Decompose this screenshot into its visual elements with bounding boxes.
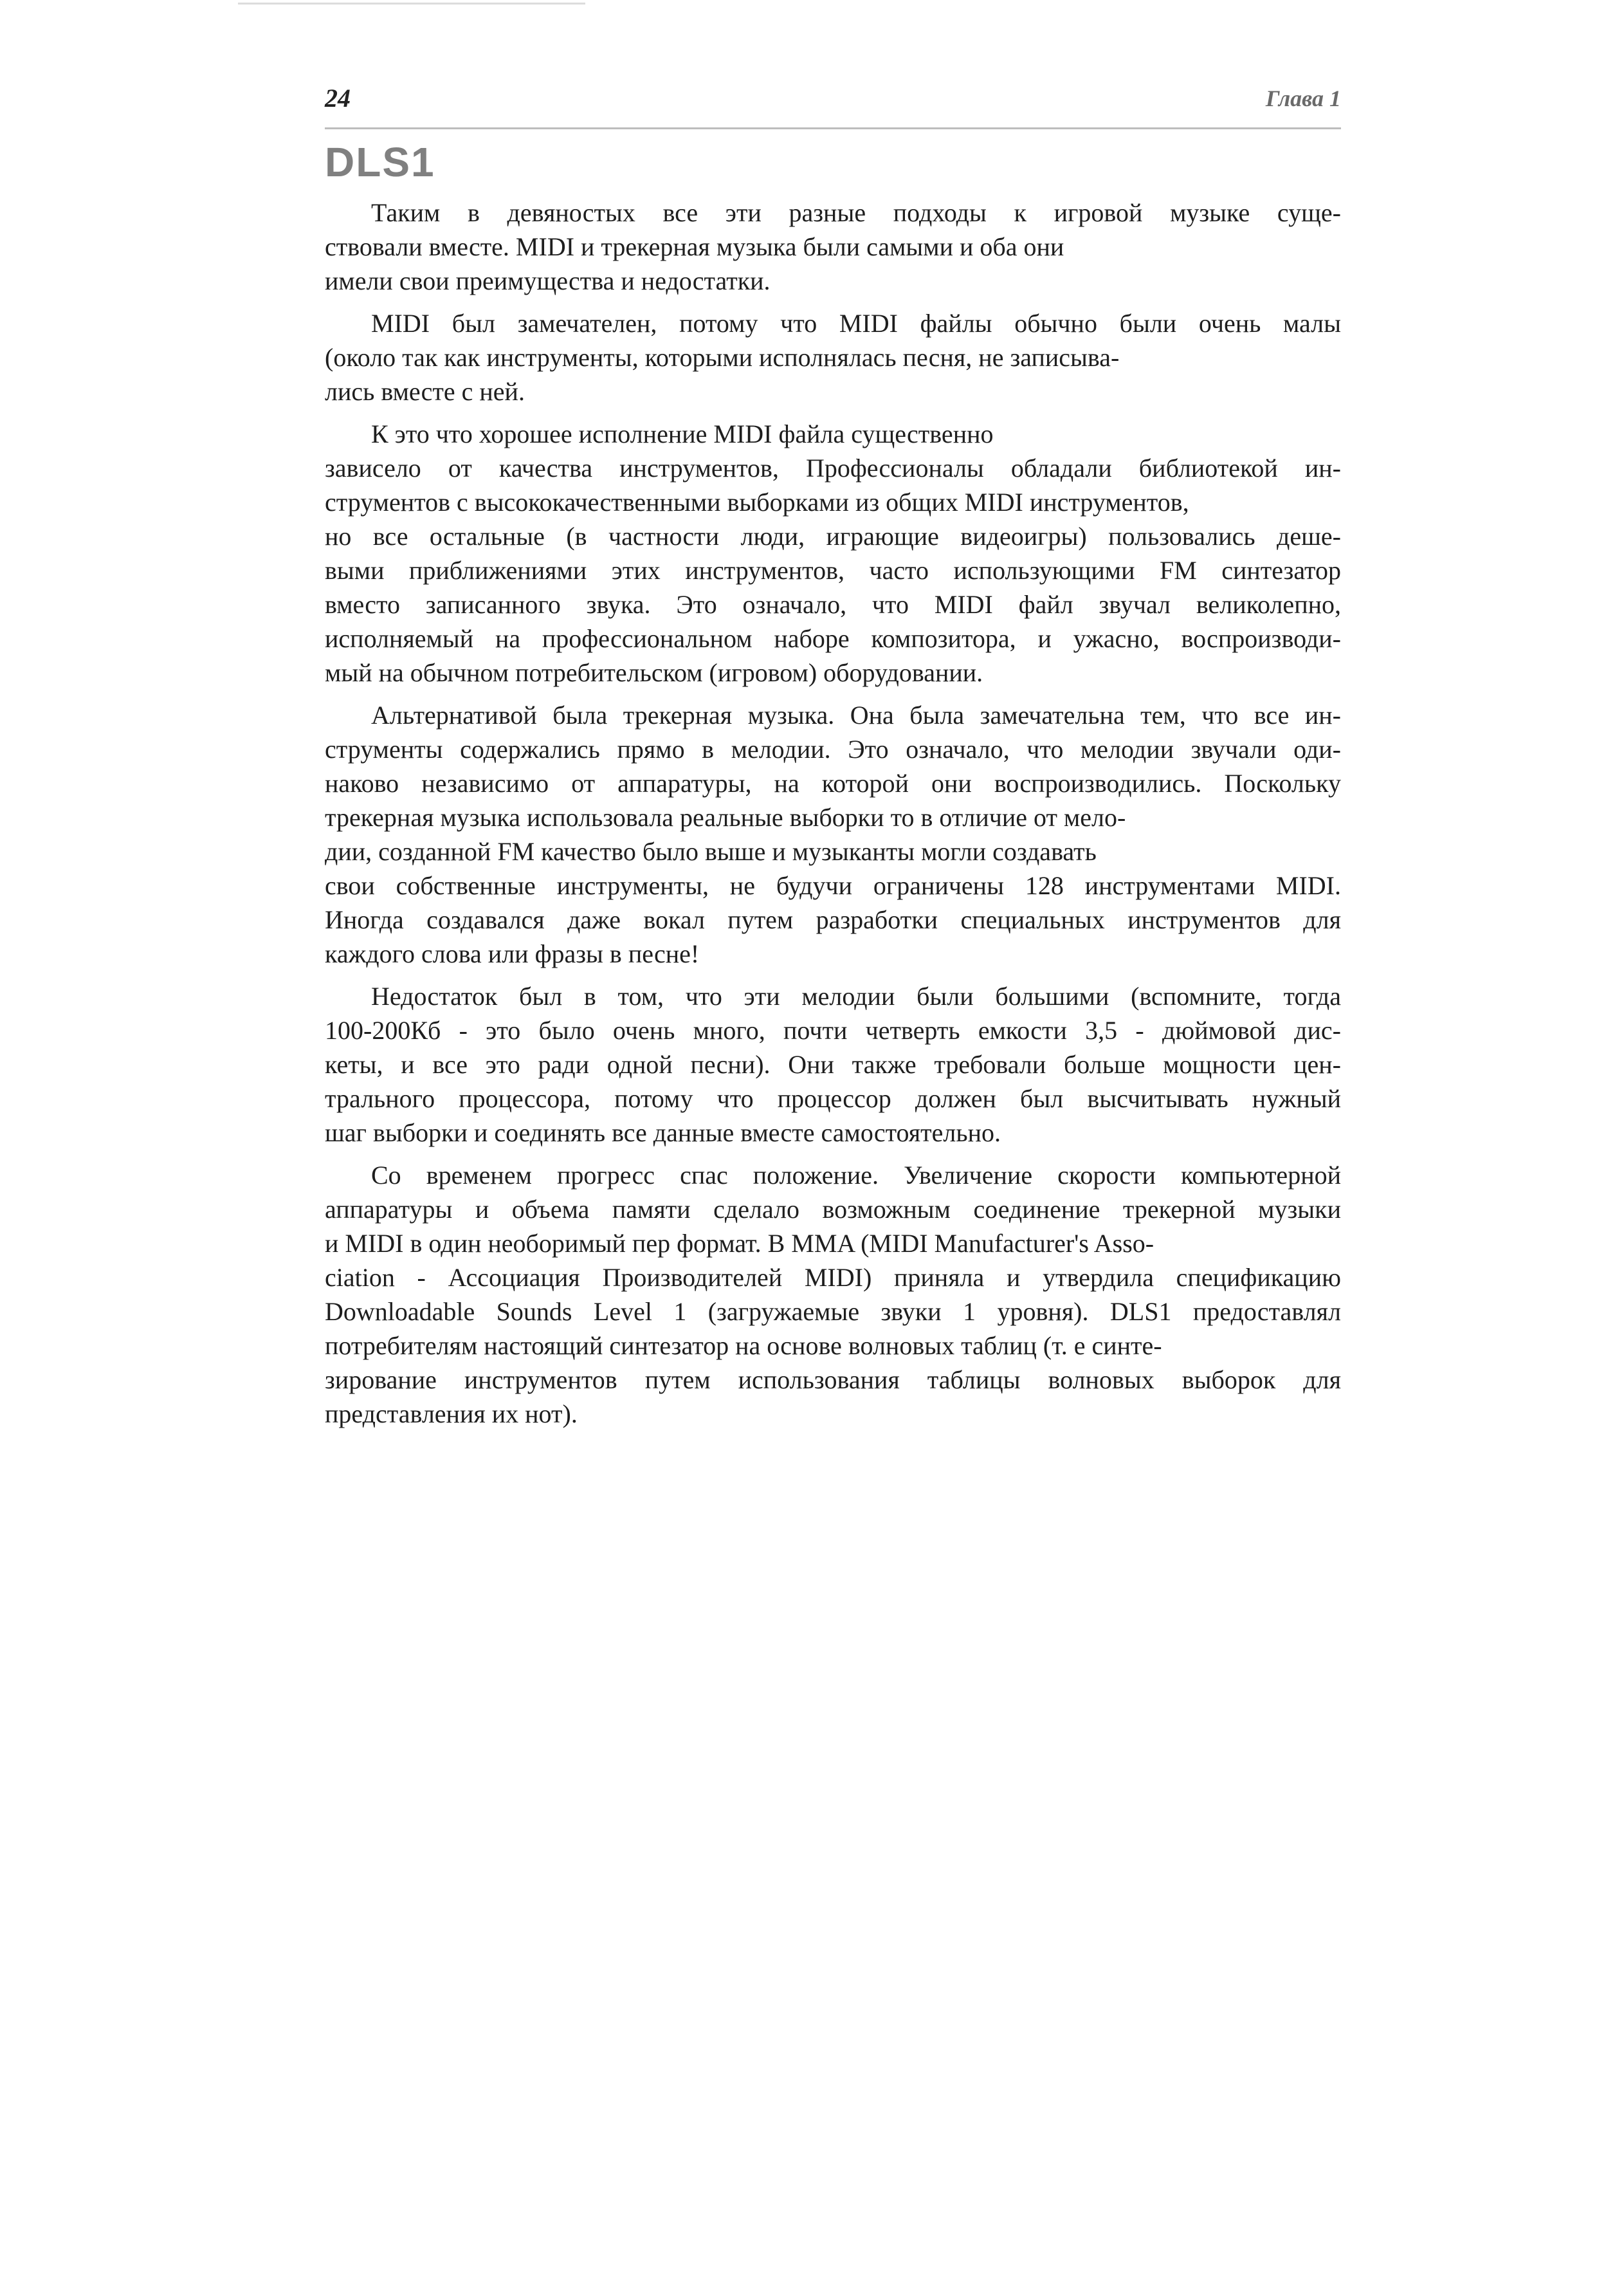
text-line: потребителям настоящий синтезатор на основе волновых таблиц (т. е синте- [325,1331,1162,1360]
text-line: представления их нот). [325,1399,578,1428]
text-line: лись вместе с ней. [325,377,525,406]
text-line: 100-200Кб - это было очень много, почти четверть емкости 3,5 - дюймовой дис- [325,1016,1341,1045]
text-line: Иногда создавался даже вокал путем разработки специальных инструментов для [325,905,1341,934]
text-line: шаг выборки и соединять все данные вместе самостоятельно. [325,1118,1001,1147]
text-line: свои собственные инструменты, не будучи ограничены 128 инструментами MIDI. [325,871,1341,900]
text-line: ствовали вместе. MIDI и трекерная музыка были самыми и оба они [325,232,1064,261]
page-header [325,82,1341,133]
chapter-label: Глава 1 [1265,86,1341,111]
text-line: кеты, и все это ради одной песни). Они также требовали больше мощности цен- [325,1050,1341,1079]
paragraph [325,196,1341,298]
paragraph [325,417,1341,690]
text-line: Альтернативой была трекерная музыка. Она была замечательна тем, что все ин- [371,701,1341,730]
text-line: трекерная музыка использовала реальные выборки то в отличие от мело- [325,803,1126,832]
paragraph [325,979,1341,1150]
text-line: Downloadable Sounds Level 1 (загружаемые звуки 1 уровня). DLS1 предоставлял [325,1297,1341,1326]
text-line: вместо записанного звука. Это означало, что MIDI файл звучал великолепно, [325,590,1341,619]
text-line: зирование инструментов путем использования таблицы волновых выборок для [325,1365,1341,1394]
text-line: дии, созданной FM качество было выше и музыканты могли создавать [325,837,1097,866]
text-line: струменты содержались прямо в мелодии. Это означало, что мелодии звучали оди- [325,735,1341,764]
text-line: К это что хорошее исполнение MIDI файла существенно [371,419,994,448]
text-line: ciation - Ассоциация Производителей MIDI) приняла и утвердила спецификацию [325,1263,1341,1292]
paragraph [325,1158,1341,1431]
text-line: Таким в девяностых все эти разные подходы к игровой музыке суще- [371,198,1341,227]
text-line: Со временем прогресс спас положение. Увеличение скорости компьютерной [371,1161,1341,1190]
text-line: каждого слова или фразы в песне! [325,939,700,968]
scan-edge-line [238,3,585,5]
body-text [325,196,1341,1439]
text-line: трального процессора, потому что процессор должен был высчитывать нужный [325,1084,1341,1113]
text-line: зависело от качества инструментов, Профессионалы обладали библиотекой ин- [325,454,1341,483]
page-number: 24 [325,84,351,113]
paragraph [325,306,1341,409]
text-line: выми приближениями этих инструментов, часто использующими FM синтезатор [325,556,1341,585]
header-rule [325,127,1341,129]
text-line: мый на обычном потребительском (игровом) оборудовании. [325,658,983,687]
text-line: MIDI был замечателен, потому что MIDI файлы обычно были очень малы [371,309,1341,338]
text-line: аппаратуры и объема памяти сделало возможным соединение трекерной музыки [325,1195,1341,1224]
text-line: (около так как инструменты, которыми исполнялась песня, не записыва- [325,343,1120,372]
text-line: наково независимо от аппаратуры, на которой они воспроизводились. Поскольку [325,769,1341,798]
text-line: но все остальные (в частности люди, играющие видеоигры) пользовались деше- [325,522,1341,551]
section-title: DLS1 [325,139,435,185]
text-line: имели свои преимущества и недостатки. [325,266,771,295]
paragraph [325,698,1341,971]
text-line: и MIDI в один необоримый пер формат. В MMA (MIDI Manufacturer's Asso- [325,1229,1154,1258]
text-line: струментов с высококачественными выборками из общих MIDI инструментов, [325,488,1189,517]
text-line: Недостаток был в том, что эти мелодии были большими (вспомните, тогда [371,982,1341,1011]
text-line: исполняемый на профессиональном наборе композитора, и ужасно, воспроизводи- [325,624,1341,653]
